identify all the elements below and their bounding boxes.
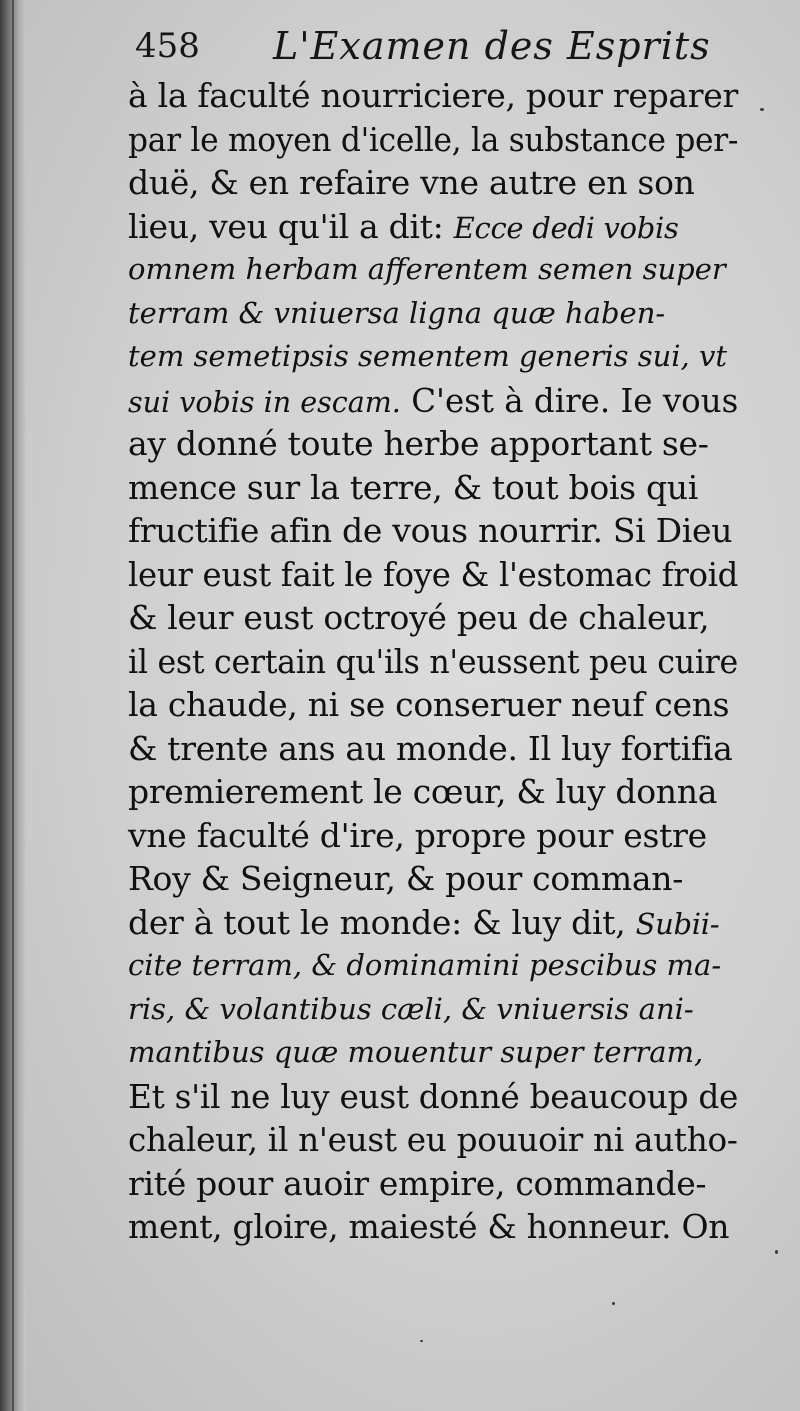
text-line <box>128 944 738 988</box>
paper-speck <box>420 1340 423 1342</box>
text-line-content: terram & vniuersa ligna quæ haben- <box>128 295 666 330</box>
text-line-content: mence sur la terre, & tout bois qui <box>128 467 698 507</box>
text-line-latin: Ecce dedi vobis <box>453 210 679 245</box>
text-line-content: ment, gloire, maiesté & honneur. On <box>128 1207 730 1246</box>
text-line-content: chaleur, il n'eust eu pouuoir ni autho- <box>128 1120 738 1159</box>
paper-speck <box>612 1302 615 1305</box>
page-header <box>135 22 735 74</box>
text-line-content: mantibus quæ mouentur super terram, <box>128 1035 704 1069</box>
page-binding-edge <box>12 0 14 1411</box>
text-line-content: ay donné toute herbe apportant se- <box>128 424 709 463</box>
text-line <box>128 292 738 336</box>
text-line-content: la chaude, ni se conseruer neuf cens <box>128 685 730 724</box>
text-line-content: cite terram, & dominamini pescibus ma- <box>128 948 722 982</box>
paper-speck <box>775 1250 778 1254</box>
text-line <box>128 74 738 118</box>
text-line-content: lieu, veu qu'il a dit: <box>128 206 454 246</box>
text-line <box>128 1205 738 1249</box>
text-line-content: il est certain qu'ils n'eussent peu cuire <box>128 641 738 681</box>
text-line-roman: C'est à dire. Ie vous <box>400 380 739 420</box>
text-line <box>128 683 738 727</box>
text-line <box>128 161 738 205</box>
text-line-content: vne faculté d'ire, propre pour estre <box>128 815 707 855</box>
text-line-content: fructifie afin de vous nourrir. Si Dieu <box>128 511 733 550</box>
text-line <box>128 988 738 1032</box>
text-line <box>128 1118 738 1162</box>
text-line-content: duë, & en refaire vne autre en son <box>128 163 695 202</box>
text-line-content: leur eust fait le foye & l'estomac froid <box>128 554 739 594</box>
text-line <box>128 1162 738 1206</box>
text-line-content: ris, & volantibus cæli, & vniuersis ani- <box>128 991 694 1026</box>
text-line <box>128 118 739 162</box>
page-number: 458 <box>135 26 200 66</box>
text-line <box>128 770 738 814</box>
text-line <box>128 596 738 640</box>
text-line <box>128 727 738 771</box>
text-line-content: & trente ans au monde. Il luy fortifia <box>128 728 733 768</box>
text-line-latin: Subii- <box>635 906 720 941</box>
text-line-content: à la faculté nourriciere, pour reparer <box>128 76 738 115</box>
text-line-content: rité pour auoir empire, commande- <box>128 1163 707 1203</box>
text-line-content: Et s'il ne luy eust donné beaucoup de <box>128 1076 739 1116</box>
text-line <box>128 466 738 510</box>
text-line <box>128 379 739 423</box>
text-line <box>128 640 738 684</box>
text-line <box>128 335 738 379</box>
text-line <box>128 553 739 597</box>
text-line-content: der à tout le monde: & luy dit, <box>128 902 636 942</box>
text-line-content: omnem herbam afferentem semen super <box>128 252 726 286</box>
text-line <box>128 1031 738 1075</box>
text-line <box>128 509 738 553</box>
text-line-content: Roy & Seigneur, & pour comman- <box>128 859 684 898</box>
text-line <box>128 857 738 901</box>
text-line-content: sui vobis in escam. <box>128 384 401 419</box>
text-line-content: premierement le cœur, & luy donna <box>128 772 718 811</box>
text-line-content: tem semetipsis sementem generis sui, vt <box>128 339 728 373</box>
text-line <box>128 1075 739 1119</box>
text-line <box>128 422 738 466</box>
paper-speck <box>760 108 764 111</box>
body-text <box>128 74 738 1249</box>
text-line <box>128 205 738 249</box>
text-line-content: par le moyen d'icelle, la substance per- <box>128 119 739 159</box>
text-line <box>128 248 738 292</box>
text-line <box>128 814 738 858</box>
text-line <box>128 901 738 945</box>
text-line-content: & leur eust octroyé peu de chaleur, <box>128 598 710 637</box>
running-title: L'Examen des Esprits <box>273 24 711 68</box>
